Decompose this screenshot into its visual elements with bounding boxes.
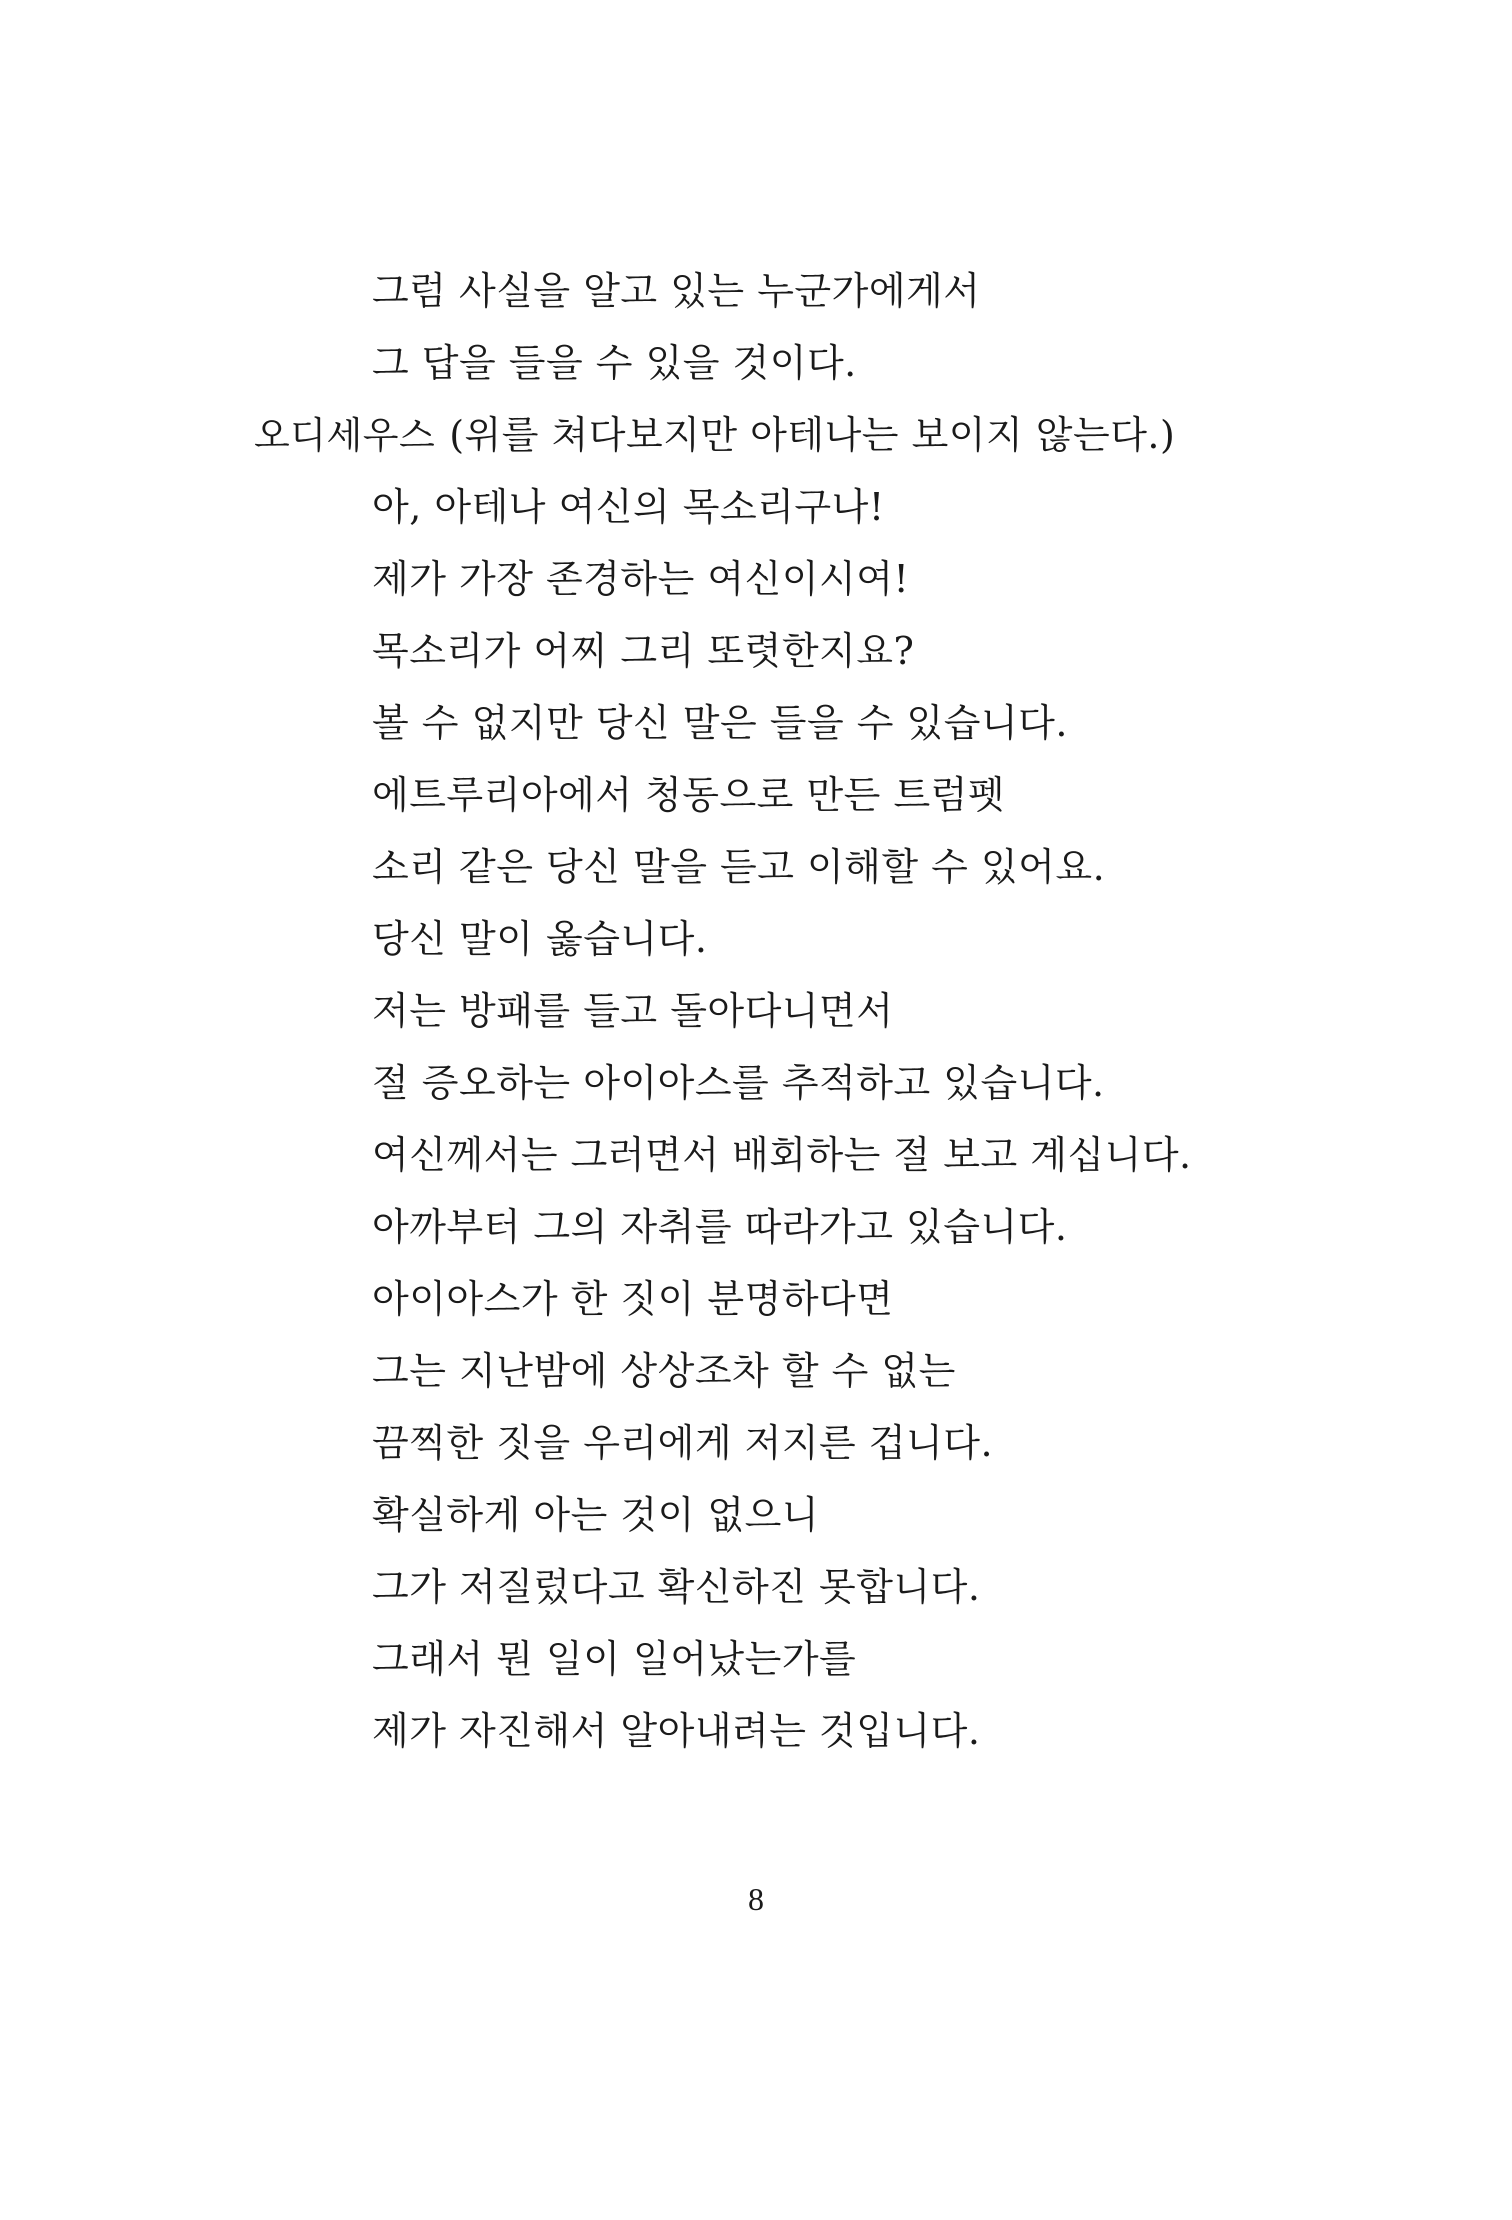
speech-line: 그럼 사실을 알고 있는 누군가에게서 bbox=[372, 269, 981, 313]
speaker-line bbox=[0, 399, 1512, 471]
speech-line: 아이아스가 한 짓이 분명하다면 bbox=[372, 1277, 894, 1321]
speech-line: 당신 말이 옳습니다. bbox=[372, 917, 708, 961]
speaker-name: 오디세우스 bbox=[254, 414, 436, 457]
speech-line: 아까부터 그의 자취를 따라가고 있습니다. bbox=[372, 1205, 1068, 1249]
speech-line: 그래서 뭔 일이 일어났는가를 bbox=[372, 1637, 857, 1681]
page-number: 8 bbox=[748, 1881, 764, 1917]
speech-line: 여신께서는 그러면서 배회하는 절 보고 계십니다. bbox=[372, 1133, 1192, 1177]
script-text bbox=[0, 255, 1512, 1767]
speech-line: 그가 저질렀다고 확신하진 못합니다. bbox=[372, 1565, 981, 1609]
speech-line: 볼 수 없지만 당신 말은 들을 수 있습니다. bbox=[372, 701, 1068, 745]
speech-line: 확실하게 아는 것이 없으니 bbox=[372, 1493, 820, 1537]
speech-line: 제가 가장 존경하는 여신이시여! bbox=[372, 557, 910, 601]
speech-line: 에트루리아에서 청동으로 만든 트럼펫 bbox=[372, 773, 1006, 817]
stage-direction: (위를 쳐다보지만 아테나는 보이지 않는다.) bbox=[449, 413, 1176, 457]
speech-line: 목소리가 어찌 그리 또렷한지요? bbox=[372, 629, 915, 673]
speech-line: 그는 지난밤에 상상조차 할 수 없는 bbox=[372, 1349, 956, 1393]
speech-line: 저는 방패를 들고 돌아다니면서 bbox=[372, 989, 894, 1033]
speech-line: 그 답을 들을 수 있을 것이다. bbox=[372, 341, 857, 385]
speech-line: 제가 자진해서 알아내려는 것입니다. bbox=[372, 1709, 981, 1753]
speech-line: 소리 같은 당신 말을 듣고 이해할 수 있어요. bbox=[372, 845, 1106, 889]
speech-line: 끔찍한 짓을 우리에게 저지른 겁니다. bbox=[372, 1421, 994, 1465]
speech-line: 절 증오하는 아이아스를 추적하고 있습니다. bbox=[372, 1061, 1105, 1105]
speech-line: 아, 아테나 여신의 목소리구나! bbox=[372, 485, 885, 529]
